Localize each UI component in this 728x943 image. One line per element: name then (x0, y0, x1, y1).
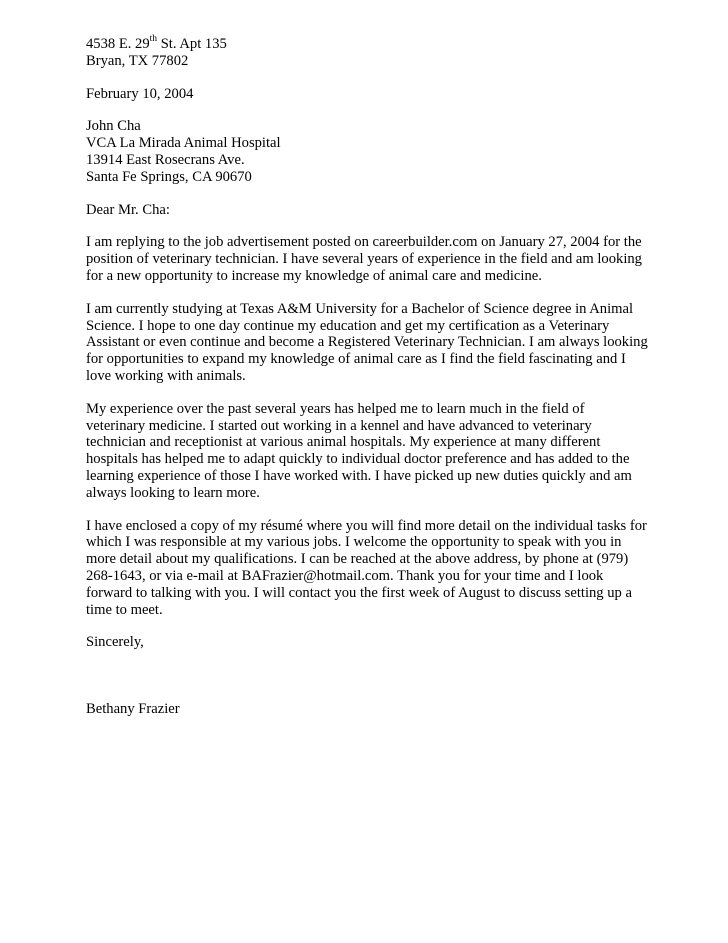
paragraph-line: hospitals has helped me to adapt quickly to individual doctor preference and has added to the (86, 451, 630, 468)
paragraph-line: I have enclosed a copy of my résumé where you will find more detail on the individual tasks for (86, 517, 647, 534)
closing-text: Sincerely, (86, 634, 144, 651)
body-paragraph-3 (86, 401, 646, 502)
paragraph-line: which I was responsible at my various jobs. I welcome the opportunity to speak with you in (86, 534, 622, 551)
sender-street-ordinal: th (149, 34, 158, 45)
recipient-street: 13914 East Rosecrans Ave. (86, 151, 245, 168)
paragraph-line: for opportunities to expand my knowledge of animal care as I find the field fascinating and I (86, 351, 626, 368)
signature-block (86, 701, 646, 718)
paragraph-line: always looking to learn more. (86, 484, 260, 501)
recipient-city: Santa Fe Springs, CA 90670 (86, 168, 252, 185)
signature-name: Bethany Frazier (86, 701, 180, 718)
recipient-name: John Cha (86, 118, 141, 135)
paragraph-line: position of veterinary technician. I have several years of experience in the field and am looking (86, 251, 642, 268)
paragraph-line: veterinary medicine. I started out working in a kennel and have advanced to veterinary (86, 417, 592, 434)
sender-street (86, 36, 646, 53)
letter-page (86, 36, 646, 718)
paragraph-line: time to meet. (86, 601, 163, 618)
paragraph-line: 268-1643, or via e-mail at BAFrazier@hotmail.com. Thank you for your time and I look (86, 567, 604, 584)
sender-street-number: 4538 E. 29 (86, 36, 150, 52)
date-text: February 10, 2004 (86, 85, 194, 102)
body-paragraph-4 (86, 518, 646, 619)
sender-city: Bryan, TX 77802 (86, 52, 189, 69)
paragraph-line: more detail about my qualifications. I can be reached at the above address, by phone at (979) (86, 551, 629, 568)
recipient-address (86, 118, 646, 185)
sender-address (86, 36, 646, 70)
paragraph-line: My experience over the past several years has helped me to learn much in the field of (86, 400, 585, 417)
paragraph-line: Assistant or even continue and become a Registered Veterinary Technician. I am always looking (86, 334, 648, 351)
paragraph-line: I am replying to the job advertisement posted on careerbuilder.com on January 27, 2004 for the (86, 234, 642, 251)
body-paragraph-1 (86, 234, 646, 284)
body-paragraph-2 (86, 301, 646, 385)
paragraph-line: for a new opportunity to increase my knowledge of animal care and medicine. (86, 267, 542, 284)
salutation (86, 202, 646, 219)
letter-date (86, 86, 646, 103)
paragraph-line: learning experience of those I have worked with. I have picked up new duties quickly and am (86, 467, 632, 484)
paragraph-line: forward to talking with you. I will contact you the first week of August to discuss setting up a (86, 584, 632, 601)
paragraph-line: I am currently studying at Texas A&M University for a Bachelor of Science degree in Animal (86, 300, 634, 317)
salutation-text: Dear Mr. Cha: (86, 201, 170, 218)
paragraph-line: love working with animals. (86, 367, 246, 384)
paragraph-line: technician and receptionist at various animal hospitals. My experience at many different (86, 434, 601, 451)
paragraph-line: Science. I hope to one day continue my education and get my certification as a Veterinary (86, 317, 610, 334)
sender-street-rest: St. Apt 135 (157, 36, 227, 52)
recipient-organization: VCA La Mirada Animal Hospital (86, 135, 281, 152)
closing (86, 634, 646, 651)
